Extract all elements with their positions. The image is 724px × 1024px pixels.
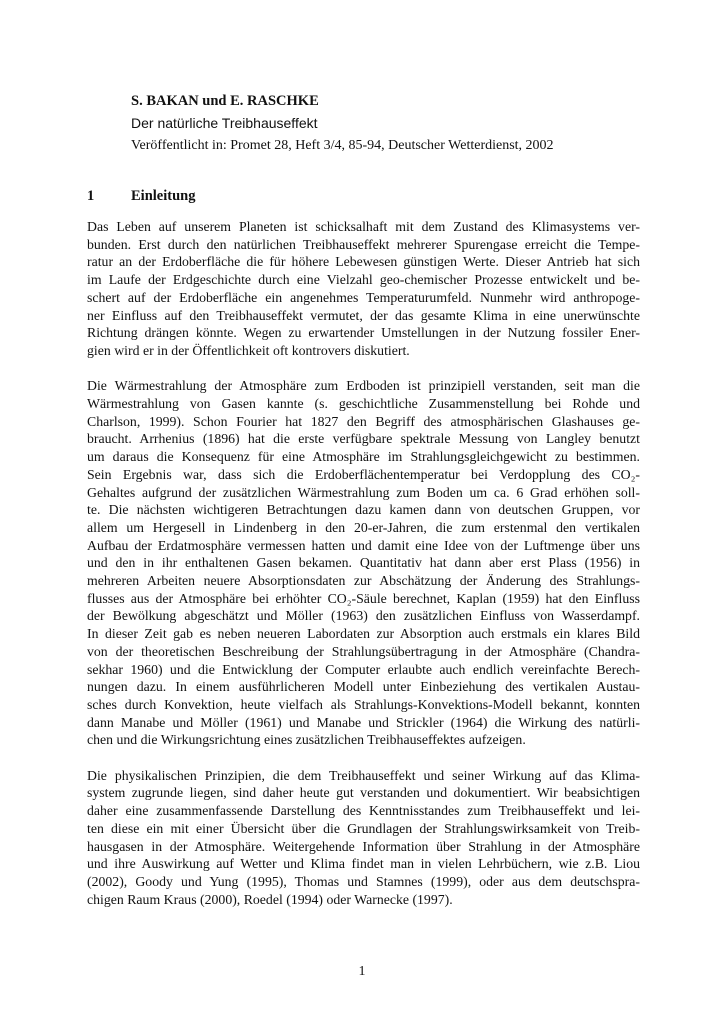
section-number: 1 bbox=[87, 188, 95, 204]
text-line: flusses aus der Atmosphäre bei erhöhter CO₂-Säule berechnet, Kaplan (1959) hat den Einfluss bbox=[87, 590, 640, 606]
text-line: Das Leben auf unserem Planeten ist schicksalhaft mit dem Zustand des Klimasystems ver- bbox=[87, 219, 640, 234]
section-heading bbox=[87, 187, 647, 205]
authors: S. BAKAN und E. RASCHKE bbox=[131, 93, 319, 109]
text-line: schert auf der Erdoberfläche ein angenehmes Temperaturumfeld. Nunmehr wird anthropoge- bbox=[87, 289, 640, 305]
text-line: im Laufe der Erdgeschichte durch eine Vielzahl geo-chemischer Prozesse entwickelt und be- bbox=[87, 272, 640, 288]
text-line: chen und die Wirkungsrichtung eines zusätzlichen Treibhauseffektes aufzeigen. bbox=[87, 732, 526, 748]
text-line: dann Manabe und Möller (1961) und Manabe und Strickler (1964) die Wirkung des natürli- bbox=[87, 714, 640, 730]
text-line: und ihre Auswirkung auf Wetter und Klima findet man in vielen Lehrbüchern, wie z.B. Liou bbox=[87, 856, 640, 872]
text-line: (2002), Goody und Yung (1995), Thomas und Stamnes (1999), oder aus dem deutschspra- bbox=[87, 873, 640, 889]
page-number: 1 bbox=[358, 964, 366, 979]
section-title: Einleitung bbox=[131, 188, 196, 204]
text-line: allem um Hergesell in Lindenberg in den 20-er-Jahren, die zum erstenmal den vertikalen bbox=[87, 519, 640, 535]
publication-info: Veröffentlicht in: Promet 28, Heft 3/4, 85-94, Deutscher Wetterdienst, 2002 bbox=[131, 138, 554, 153]
body-text bbox=[87, 218, 640, 926]
text-line: Richtung drängen könnte. Wegen zu erwartender Umstellungen in der Nutzung fossiler Ener- bbox=[87, 325, 640, 341]
paragraph bbox=[87, 218, 640, 360]
text-line: Gehaltes aufgrund der zusätzlichen Wärmestrahlung zum Boden um ca. 6 Grad erhöhen soll- bbox=[87, 484, 640, 500]
text-line: gien wird er in der Öffentlichkeit oft kontrovers diskutiert. bbox=[87, 342, 410, 358]
text-line: Sein Ergebnis war, dass sich die Erdoberflächentemperatur bei Verdopplung des CO₂- bbox=[87, 466, 640, 482]
text-line: sekhar 1960) und die Entwicklung der Computer erlaubte auch endlich vereinfachte Berech- bbox=[87, 661, 640, 677]
text-line: bunden. Erst durch den natürlichen Treibhauseffekt mehrerer Spurengase erreicht die Tempe- bbox=[87, 236, 640, 252]
text-line: um daraus die Konsequenz für eine Atmosphäre im Strahlungsgleichgewicht zu bestimmen. bbox=[87, 449, 640, 465]
text-line: Wärmestrahlung von Gasen kannte (s. geschichtliche Zusammenstellung bei Rohde und bbox=[87, 396, 640, 412]
text-line: In dieser Zeit gab es neben neueren Labordaten zur Absorption auch erstmals ein klares Bild bbox=[87, 626, 640, 642]
text-line: Charlson, 1999). Schon Fourier hat 1827 den Begriff des atmosphärischen Glashauses ge- bbox=[87, 413, 640, 429]
text-line: mehreren Arbeiten neuere Absorptionsdaten zur Abschätzung der Änderung des Strahlungs- bbox=[87, 573, 640, 589]
text-line: sches durch Konvektion, heute vielfach als Strahlungs-Konvektions-Modell bekannt, konnten bbox=[87, 696, 640, 712]
text-line: daher eine zusammenfassende Darstellung des Kenntnisstandes zum Treibhauseffekt und lei- bbox=[87, 803, 640, 819]
text-line: hausgasen in der Atmosphäre. Weitergehende Information über Strahlung in der Atmosphäre bbox=[87, 838, 640, 854]
text-line: der Bewölkung abgeschätzt und Möller (1963) den zusätzlichen Einfluss von Wasserdampf. bbox=[87, 608, 640, 624]
text-line: braucht. Arrhenius (1896) hat die erste verfügbare spektrale Messung von Langley benutzt bbox=[87, 431, 640, 447]
paper-title: Der natürliche Treibhauseffekt bbox=[131, 115, 318, 131]
text-line: te. Die nächsten wichtigeren Betrachtungen dazu kamen dann von deutschen Gruppen, vor bbox=[87, 502, 640, 518]
paragraph bbox=[87, 767, 640, 909]
paragraph bbox=[87, 377, 640, 749]
text-line: Die Wärmestrahlung der Atmosphäre zum Erdboden ist prinzipiell verstanden, seit man die bbox=[87, 378, 640, 394]
paper-header bbox=[131, 92, 651, 155]
text-line: Die physikalischen Prinzipien, die dem Treibhauseffekt und seiner Wirkung auf das Klima- bbox=[87, 767, 640, 783]
text-line: und den in ihr enthaltenen Gasen bekamen. Quantitativ hat dann aber erst Plass (1956) in bbox=[87, 555, 640, 571]
text-line: ten diese ein mit einer Übersicht über die Grundlagen der Strahlungswirksamkeit von Treib- bbox=[87, 820, 640, 836]
text-line: nungen dazu. In einem ausführlicheren Modell unter Einbeziehung des vertikalen Austau- bbox=[87, 679, 640, 695]
text-line: system zugrunde liegen, sind daher heute gut verstanden und dokumentiert. Wir beabsichtigen bbox=[87, 785, 640, 801]
text-line: chigen Raum Kraus (2000), Roedel (1994) oder Warnecke (1997). bbox=[87, 891, 453, 907]
text-line: ratur an der Erdoberfläche die für höhere Lebewesen günstigen Werte. Dieser Antrieb hat sich bbox=[87, 254, 640, 270]
text-line: Aufbau der Erdatmosphäre vermessen hatten und damit eine Idee von der Luftmenge über uns bbox=[87, 537, 640, 553]
text-line: ner Einfluss auf den Treibhauseffekt vermutet, der das gesamte Klima in eine unerwünschte bbox=[87, 307, 640, 323]
text-line: von der theoretischen Beschreibung der Strahlungsübertragung in der Atmosphäre (Chandra- bbox=[87, 643, 640, 659]
